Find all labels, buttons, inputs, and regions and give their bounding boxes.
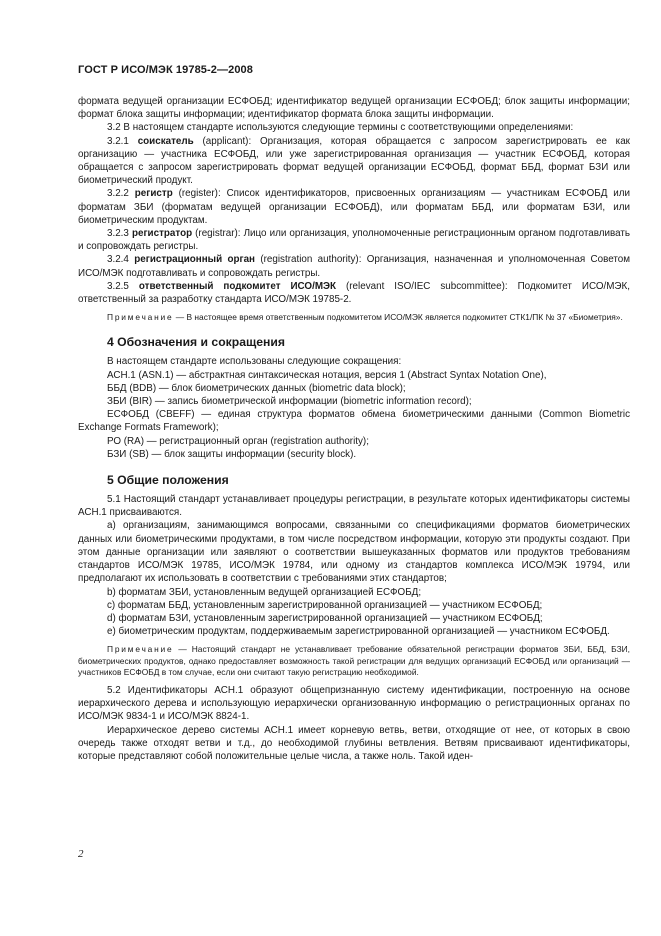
abbreviation-item: ЗБИ (BIR) — запись биометрической информации (biometric information record); — [107, 396, 472, 408]
term-3-2-4: 3.2.4 регистрационный орган (registration authority): Организация, назначенная и уполномоченная Советом ИСО/МЭК подготавливать и сопровождать регистры. — [78, 254, 630, 279]
term-name: регистратор — [131, 228, 193, 240]
term-3-2-2: 3.2.2 регистр (register): Список идентификаторов, присвоенных организациям — участникам ЕСФОБД или форматам ЗБИ (форматам ведущей организации ЕСФОБД), или форматам ББД, или форматам БЗИ, или биометрическим продуктам. — [78, 188, 630, 226]
list-item-a: а) организациям, занимающимся вопросами, связанными со спецификациями форматов биометрических данных или биометрическими продуктами, в том числе посредством информации, которую эти продукты создают. При этом данные организации или заявляют о соответствии вышеуказанных форматов или продуктов требованиям стандартов ИСО/МЭК 19785, ИСО/МЭК 19784, или одному из стандартов комплекса ИСО/МЭК 19794, или предполагают их использовать в соответствии с требованиями этих стандартов; — [78, 520, 630, 585]
term-name: регистрационный орган — [134, 254, 256, 266]
term-3-2-1: 3.2.1 соискатель (applicant): Организация, которая обращается с запросом зарегистрировать ее как организацию — участника ЕСФОБД, или уже зарегистрированная организация — участник ЕСФОБД, которая обращается с запросом зарегистрировать формат ведущей организации ЕСФОБД, формат ББД, формат БЗИ или биометрический продукт. — [78, 135, 630, 187]
page-number: 2 — [78, 848, 84, 860]
list-item-d: d) форматам БЗИ, установленным зарегистрированной организацией — участником ЕСФОБД; — [107, 612, 543, 624]
continued-paragraph: формата ведущей организации ЕСФОБД; идентификатор ведущей организации ЕСФОБД; блок защиты информации; формат блока защиты информации; идентификатор формата блока защиты информации. — [78, 96, 630, 121]
list-item-c: c) форматам ББД, установленным зарегистрированной организацией — участником ЕСФОБД; — [107, 599, 543, 611]
abbreviation-item: БЗИ (SB) — блок защиты информации (security block). — [107, 448, 357, 460]
clause-5-2: 5.2 Идентификаторы АСН.1 образуют общепризнанную систему идентификации, построенную на основе иерархического дерева и использующую иерархически организованную информацию о регистрационных органах по ИСО/МЭК 9834-1 и ИСО/МЭК 8824-1. — [78, 684, 630, 723]
abbreviation-item: АСН.1 (ASN.1) — абстрактная синтаксическая нотация, версия 1 (Abstract Syntax Notation One), — [107, 369, 547, 381]
term-name: соискатель — [137, 135, 194, 147]
term-name: ответственный подкомитет ИСО/МЭК — [138, 280, 337, 292]
standard-header: ГОСТ Р ИСО/МЭК 19785-2—2008 — [78, 64, 253, 76]
term-3-2-5: 3.2.5 ответственный подкомитет ИСО/МЭК (relevant ISO/IEC subcommittee): Подкомитет ИСО/МЭК, ответственный за разработку стандарта ИСО/МЭК 19785-2. — [78, 280, 630, 306]
note-label: Примечание — [107, 312, 174, 323]
section-5-heading: 5 Общие положения — [107, 473, 229, 488]
abbreviation-item: ББД (BDB) — блок биометрических данных (biometric data block); — [107, 382, 406, 394]
term-name: регистр — [134, 188, 173, 200]
page-content — [78, 95, 630, 763]
clause-3-2: 3.2 В настоящем стандарте используются следующие термины с соответствующими определениями: — [107, 122, 574, 134]
note-1: Примечание — В настоящее время ответственным подкомитетом ИСО/МЭК является подкомитет СТК1/ПК № 37 «Биометрия». — [107, 312, 623, 323]
list-item-e: e) биометрическим продуктам, поддерживаемым зарегистрированной организацией — участником ЕСФОБД. — [107, 626, 610, 638]
list-item-b: b) форматам ЗБИ, установленным ведущей организацией ЕСФОБД; — [107, 586, 422, 598]
note-2: Примечание — Настоящий стандарт не устанавливает требование обязательной регистрации форматов ЗБИ, ББД, БЗИ, биометрических продуктов, однако предоставляет возможность такой регистрации для ведущих организаций ЕСФОБД или организаций — участников ЕСФОБД в том случае, если они считают такую регистрацию необходимой. — [78, 644, 630, 677]
abbreviation-item: РО (RA) — регистрационный орган (registration authority); — [107, 435, 369, 447]
paragraph-tree: Иерархическое дерево системы АСН.1 имеет корневую ветвь, ветви, отходящие от нее, от которых в свою очередь также отходят ветви и т.д., до необходимой глубины ветвления. Ветвям присваивают идентификаторы, которые представляют собой положительные целые числа, а также ноль. Такой иден- — [78, 724, 630, 762]
section-4-heading: 4 Обозначения и сокращения — [107, 335, 286, 350]
clause-5-1: 5.1 Настоящий стандарт устанавливает процедуры регистрации, в результате которых идентификаторы системы АСН.1 присваиваются. — [78, 494, 630, 519]
note-label: Примечание — [107, 644, 174, 655]
section-4-intro: В настоящем стандарте использованы следующие сокращения: — [107, 356, 402, 368]
abbreviation-item: ЕСФОБД (CBEFF) — единая структура форматов обмена биометрическими данными (Common Biometric Exchange Formats Framework); — [78, 409, 630, 434]
term-3-2-3: 3.2.3 регистратор (registrar): Лицо или организация, уполномоченные регистрационным органом подготавливать и сопровождать регистры. — [78, 228, 630, 253]
